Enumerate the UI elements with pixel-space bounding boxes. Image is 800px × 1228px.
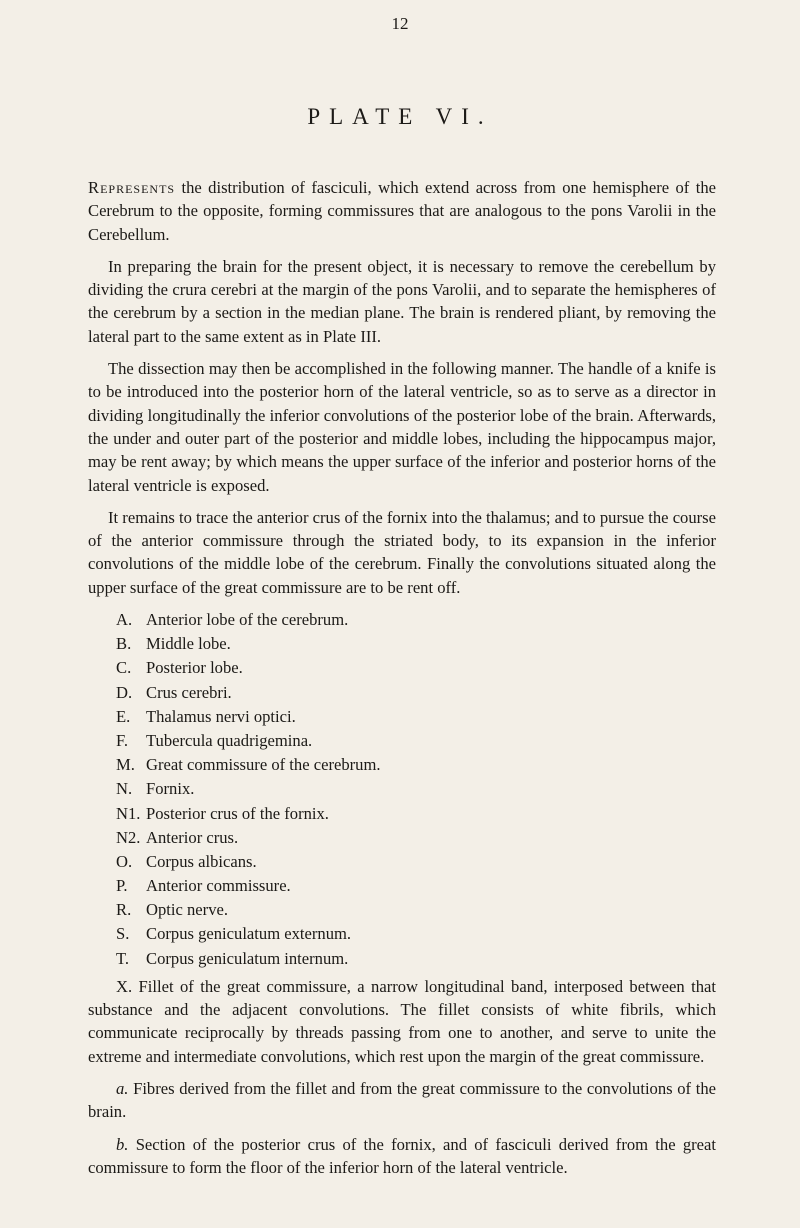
intro-paragraph [88, 176, 716, 246]
paragraph: It remains to trace the anterior crus of the fornix into the thalamus; and to pursue the course of the anterior commissure through the striated body, to its expansion in the inferior convolutions of the middle lobe of the cerebrum. Finally the convolutions situated along the upper surface of the great commissure are to be rent off. [88, 507, 716, 597]
legend-item [88, 874, 716, 898]
legend-item [88, 777, 716, 801]
legend-key: P. [116, 876, 128, 896]
intro-lead-word: Represents [88, 178, 176, 197]
sub-item-text: Section of the posterior crus of the fornix, and of fasciculi derived from the great commissure to form the floor of the inferior horn of the lateral ventricle. [88, 1134, 716, 1177]
legend-key: C. [116, 658, 132, 678]
legend-key: T. [116, 948, 130, 968]
legend-desc: Corpus geniculatum externum. [146, 924, 352, 944]
legend-item [88, 729, 716, 753]
legend-desc: Anterior lobe of the cerebrum. [146, 610, 349, 630]
legend-item [88, 632, 716, 656]
legend-desc: Tubercula quadrigemina. [146, 730, 313, 750]
legend-key: O. [116, 851, 133, 871]
paragraph: In preparing the brain for the present object, it is necessary to remove the cerebellum by dividing the crura cerebri at the margin of the pons Varolii, and to separate the hemispheres of the cerebrum by a section in the median plane. The brain is rendered pliant, by removing the lateral part to the same extent as in Plate III. [88, 256, 716, 346]
legend-item [88, 922, 716, 946]
legend-desc: Fornix. [146, 779, 195, 799]
legend-key: N. [116, 779, 133, 799]
legend-key: D. [116, 682, 133, 702]
legend-key: B. [116, 634, 132, 654]
legend-key: A. [116, 610, 133, 630]
legend-desc: Posterior lobe. [146, 658, 243, 678]
body-text [88, 176, 716, 1188]
legend-key: N1. [116, 803, 141, 823]
legend-desc: Anterior crus. [146, 827, 239, 847]
page-number: 12 [391, 14, 409, 33]
sub-item-letter: b. [116, 1134, 129, 1154]
legend-key: M. [116, 755, 135, 775]
legend-item [88, 826, 716, 850]
legend-item [88, 656, 716, 680]
legend-key: N2. [116, 827, 141, 847]
sub-item [88, 1077, 716, 1124]
legend-desc: Anterior commissure. [146, 876, 291, 896]
legend-key: S. [116, 924, 130, 944]
legend-desc: Corpus geniculatum internum. [146, 948, 349, 968]
legend-item [88, 802, 716, 826]
legend-item [88, 947, 716, 971]
legend-desc: Thalamus nervi optici. [146, 706, 296, 726]
legend-desc: Corpus albicans. [146, 851, 257, 871]
sub-item [88, 1133, 716, 1180]
legend-item [88, 850, 716, 874]
plate-title: PLATE VI. [307, 104, 493, 129]
legend-item [88, 705, 716, 729]
legend-list [88, 608, 716, 971]
legend-key: F. [116, 730, 129, 750]
legend-item [88, 608, 716, 632]
intro-text: the distribution of fasciculi, which extend across from one hemisphere of the Cerebrum to the opposite, forming commissures that are analogous to the pons Varolii in the Cerebellum. [88, 178, 716, 244]
legend-desc: Posterior crus of the fornix. [146, 803, 329, 823]
legend-desc: Great commissure of the cerebrum. [146, 755, 381, 775]
legend-key: E. [116, 706, 131, 726]
sub-item-text: Fibres derived from the fillet and from the great commissure to the convolutions of the brain. [88, 1079, 716, 1122]
legend-item [88, 753, 716, 777]
paragraph: The dissection may then be accomplished in the following manner. The handle of a knife is to be introduced into the posterior horn of the lateral ventricle, so as to serve as a director in dividing longitudinally the inferior convolutions of the posterior lobe of the brain. Afterwards, the under and outer part of the posterior and middle lobes, including the hippocampus major, may be rent away; by which means the upper surface of the inferior and posterior horns of the lateral ventricle is exposed. [88, 359, 716, 495]
legend-item [88, 681, 716, 705]
sub-item-letter: a. [116, 1079, 129, 1099]
legend-item [88, 898, 716, 922]
legend-desc: Optic nerve. [146, 900, 229, 920]
fillet-paragraph: X. Fillet of the great commissure, a narrow longitudinal band, interposed between that substance and the adjacent convolutions. The fillet consists of white fibrils, which communicate reciprocally by threads passing from one to another, and serve to unite the extreme and intermediate convolutions, which rest upon the margin of the great commissure. [88, 976, 716, 1066]
legend-desc: Crus cerebri. [146, 682, 232, 702]
legend-desc: Middle lobe. [146, 634, 231, 654]
legend-key: R. [116, 900, 132, 920]
